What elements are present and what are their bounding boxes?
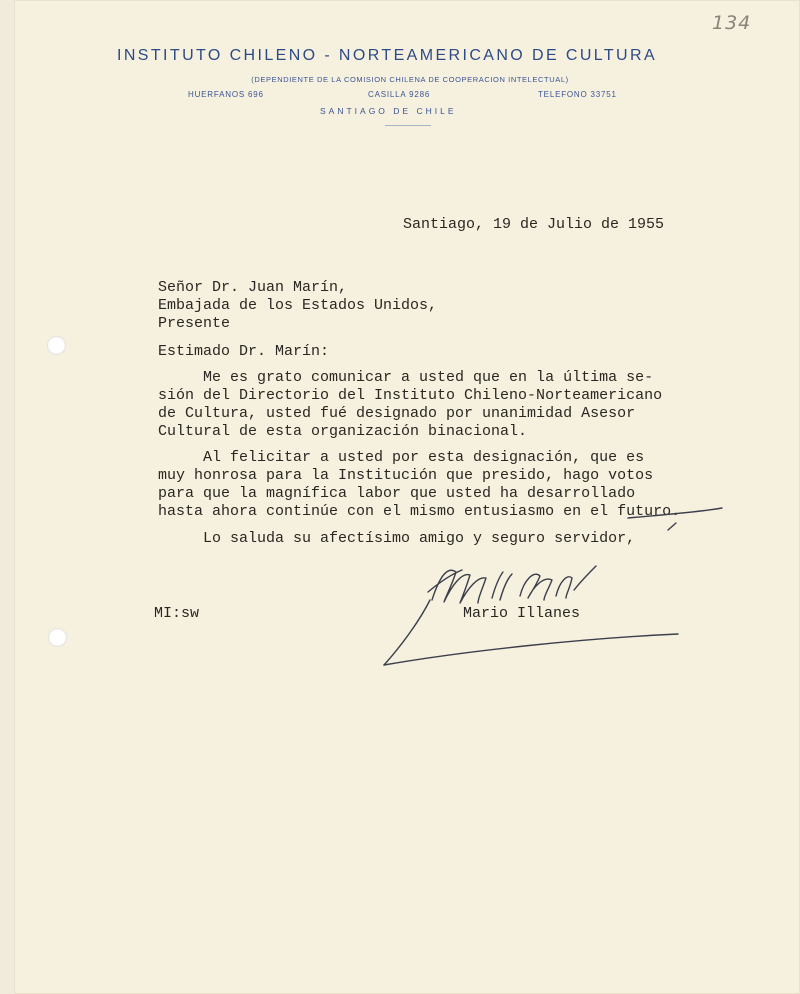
paragraph-line: de Cultura, usted fué designado por unanimidad Asesor	[158, 405, 636, 422]
punch-hole	[48, 628, 67, 647]
typist-initials: MI:sw	[154, 605, 200, 622]
letterhead-casilla: CASILLA 9286	[368, 90, 431, 99]
paragraph-line: Me es grato comunicar a usted que en la última se-	[158, 369, 654, 386]
paragraph-line: Al felicitar a usted por esta designación, que es	[158, 449, 645, 466]
paragraph-line: Cultural de esta organización binacional.	[158, 423, 528, 440]
recipient-line: Señor Dr. Juan Marín,	[158, 279, 348, 296]
letterhead-phone: TELEFONO 33751	[538, 90, 617, 99]
letterhead-subtitle: (DEPENDIENTE DE LA COMISION CHILENA DE COOPERACION INTELECTUAL)	[251, 75, 569, 84]
paragraph-line: sión del Directorio del Instituto Chileno-Norteamericano	[158, 387, 663, 404]
paragraph-line: para que la magnífica labor que usted ha desarrollado	[158, 485, 636, 502]
recipient-line: Embajada de los Estados Unidos,	[158, 297, 438, 314]
letter-date: Santiago, 19 de Julio de 1955	[403, 216, 665, 233]
signer-name: Mario Illanes	[463, 605, 581, 622]
punch-hole	[47, 336, 66, 355]
letterhead-title: INSTITUTO CHILENO - NORTEAMERICANO DE CULTURA	[117, 47, 658, 64]
closing-line: Lo saluda su afectísimo amigo y seguro servidor,	[158, 530, 636, 547]
recipient-line: Presente	[158, 315, 231, 332]
letterhead-city: SANTIAGO DE CHILE	[320, 106, 457, 116]
paragraph-line: muy honrosa para la Institución que presido, hago votos	[158, 467, 654, 484]
salutation: Estimado Dr. Marín:	[158, 343, 330, 360]
paragraph-line: hasta ahora continúe con el mismo entusiasmo en el futuro.	[158, 503, 681, 520]
archive-number: 134	[712, 12, 752, 34]
letterhead-address: HUERFANOS 696	[188, 90, 264, 99]
